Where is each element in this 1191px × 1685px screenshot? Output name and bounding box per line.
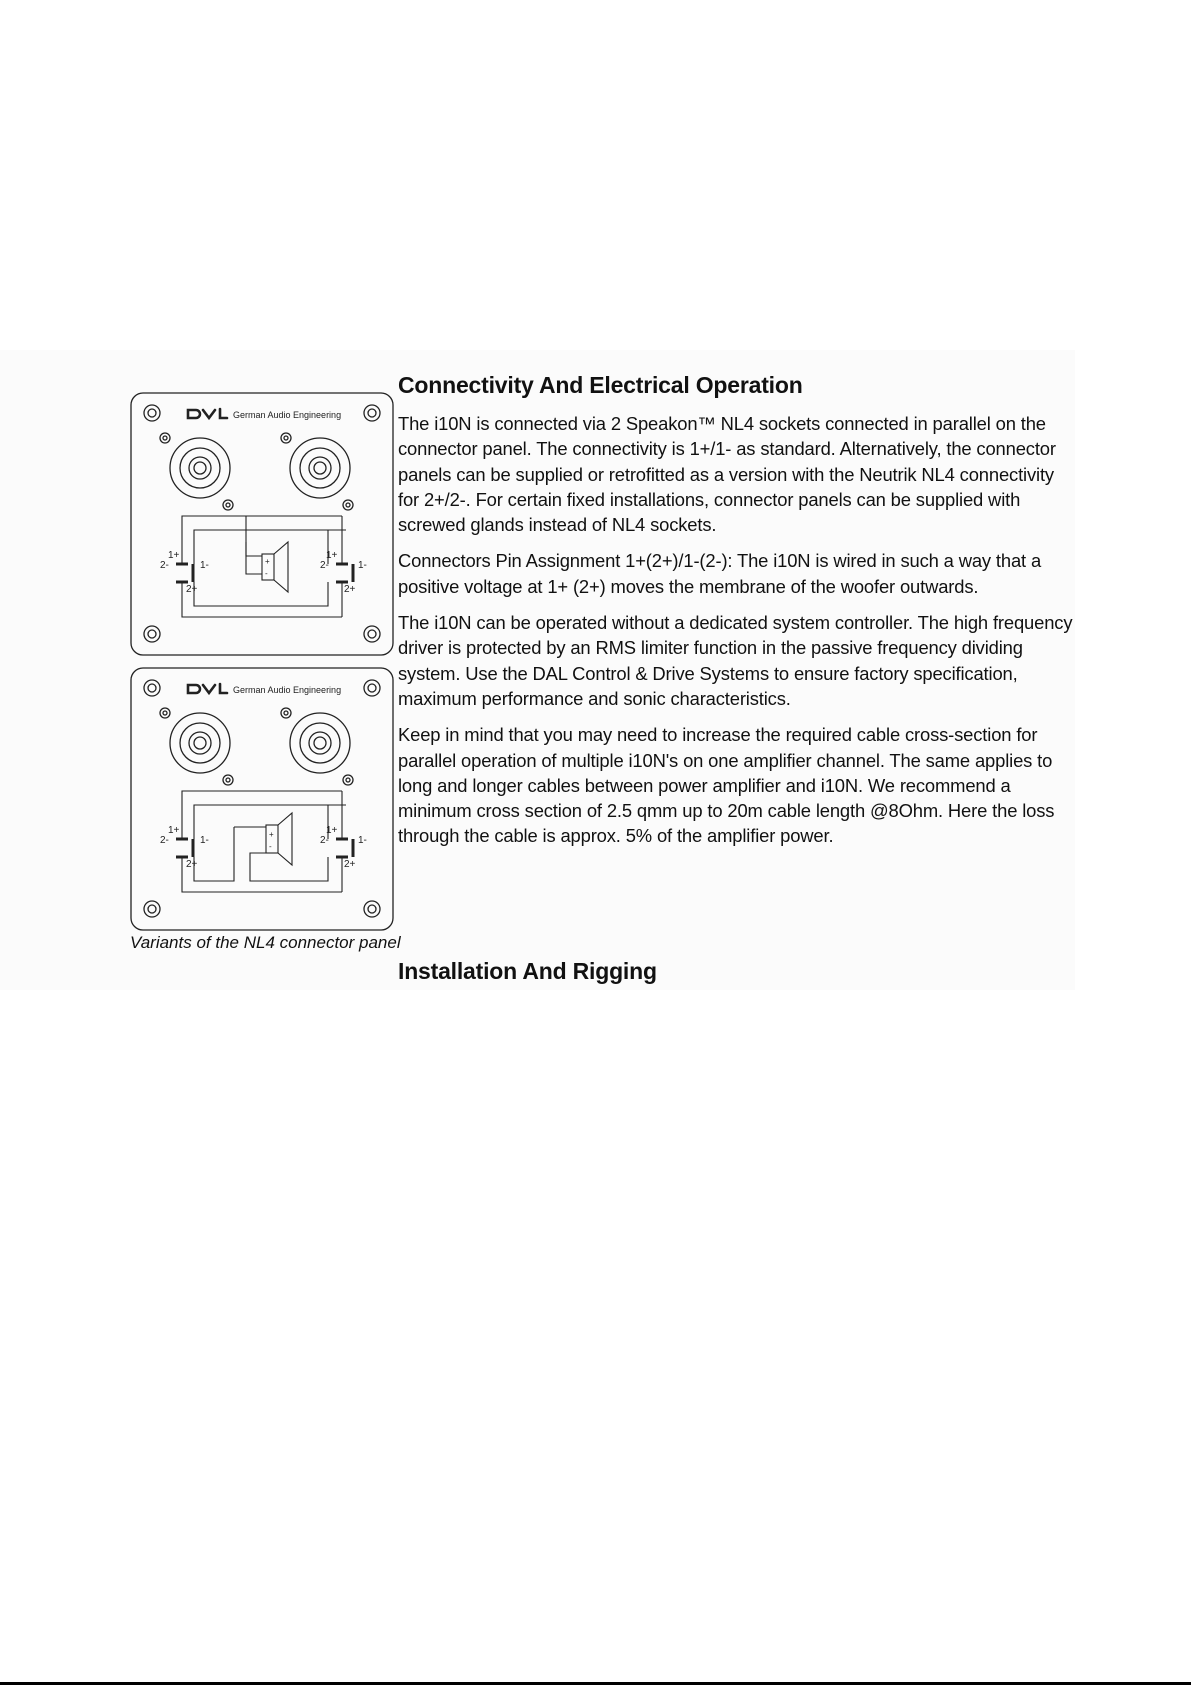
svg-text:2+: 2+ <box>186 584 198 595</box>
svg-text:2-: 2- <box>160 560 169 571</box>
svg-text:1+: 1+ <box>168 825 180 836</box>
connector-panel-diagram-1 <box>130 392 394 656</box>
svg-text:2+: 2+ <box>186 859 198 870</box>
svg-text:-: - <box>269 842 272 851</box>
svg-text:1-: 1- <box>200 560 209 571</box>
figure-caption: Variants of the NL4 connector panel <box>130 933 401 952</box>
paragraph: The i10N is connected via 2 Speakon™ NL4 sockets connected in parallel on the connector panel. The connectivity is 1+/1- as standard. Alternatively, the connector panels can be supplied or retrofitted as a version with the Neutrik NL4 connectivity for 2+/2-. For certain fixed installations, connector panels can be supplied with screwed glands instead of NL4 sockets. <box>398 413 1056 536</box>
svg-text:2-: 2- <box>320 560 329 571</box>
svg-text:+: + <box>265 557 270 566</box>
svg-text:2+: 2+ <box>344 859 356 870</box>
paragraph: Connectors Pin Assignment 1+(2+)/1-(2-): The i10N is wired in such a way that a positive voltage at 1+ (2+) moves the membrane of the woofer outwards. <box>398 550 1042 597</box>
section-title-installation: Installation And Rigging <box>398 958 657 984</box>
svg-text:1-: 1- <box>358 560 367 571</box>
svg-text:1-: 1- <box>358 835 367 846</box>
svg-text:1-: 1- <box>200 835 209 846</box>
brand-tagline: German Audio Engineering <box>233 410 342 420</box>
paragraph: The i10N can be operated without a dedicated system controller. The high frequency driver is protected by an RMS limiter function in the passive frequency dividing system. Use the DAL Control & Drive Systems to ensure factory specification, maximum performance and sonic characteristics. <box>398 612 1073 709</box>
panel-outline <box>131 393 393 655</box>
svg-text:2-: 2- <box>320 835 329 846</box>
svg-text:2+: 2+ <box>344 584 356 595</box>
pin-labels <box>160 550 367 595</box>
speakon-socket-icon <box>160 708 353 785</box>
connector-panel-diagram-2 <box>130 667 394 931</box>
paragraph: Keep in mind that you may need to increase the required cable cross-section for parallel operation of multiple i10N's on one amplifier channel. The same applies to long and longer cables between power amplifier and i10N. We recommend a minimum cross section of 2.5 qmm up to 20m cable length @8Ohm. Here the loss through the cable is approx. 5% of the amplifier power. <box>398 724 1055 847</box>
brand-tagline: German Audio Engineering <box>233 685 342 695</box>
panel-outline <box>131 668 393 930</box>
svg-text:2-: 2- <box>160 835 169 846</box>
pin-labels <box>160 825 367 870</box>
dal-logo-icon <box>188 409 227 418</box>
dal-logo-icon <box>188 684 227 693</box>
svg-text:-: - <box>265 569 268 578</box>
svg-text:1+: 1+ <box>168 550 180 561</box>
section-title-connectivity: Connectivity And Electrical Operation <box>398 372 803 398</box>
svg-text:1+: 1+ <box>326 550 338 561</box>
svg-text:+: + <box>269 830 274 839</box>
speakon-socket-icon <box>160 433 353 510</box>
svg-text:1+: 1+ <box>326 825 338 836</box>
section-connectivity <box>398 372 1078 860</box>
